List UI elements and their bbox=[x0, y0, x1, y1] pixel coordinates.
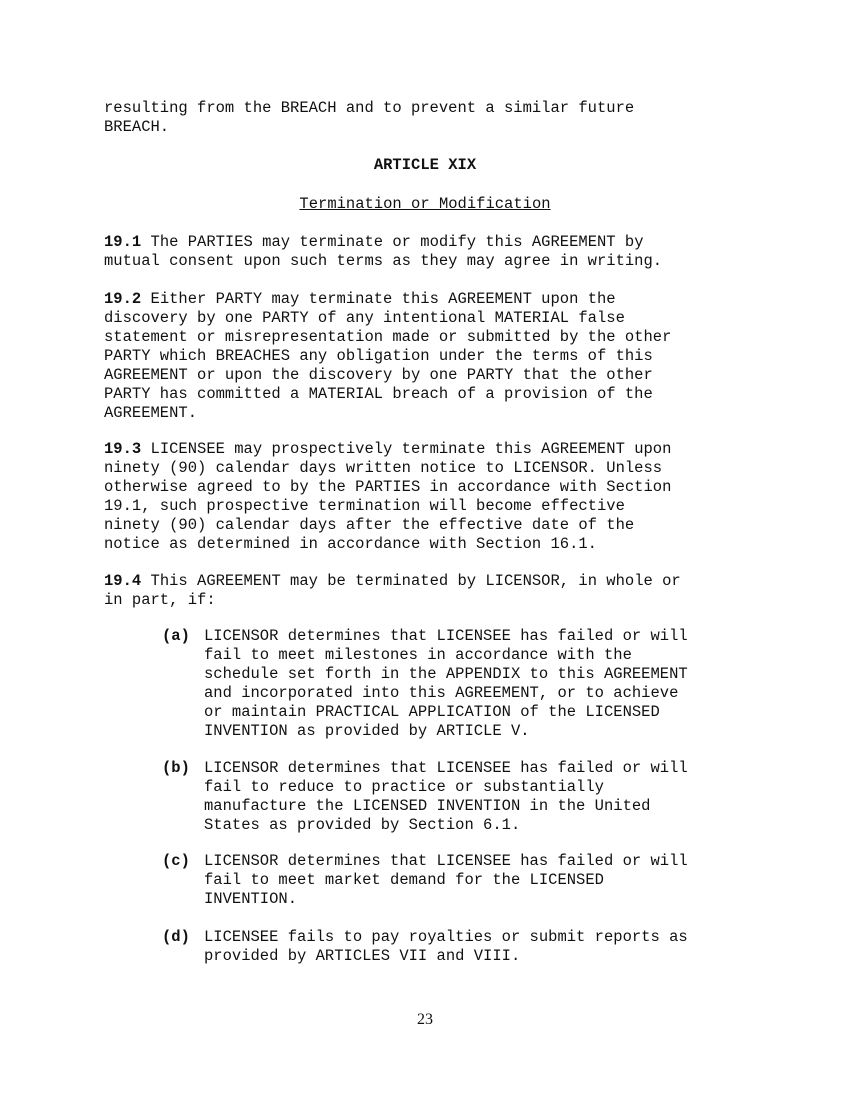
section-text: Either PARTY may terminate this AGREEMENT upon the bbox=[141, 290, 616, 308]
body-line: otherwise agreed to by the PARTIES in accordance with Section bbox=[104, 478, 672, 496]
item-line: INVENTION as provided by ARTICLE V. bbox=[204, 722, 530, 740]
body-line: statement or misrepresentation made or submitted by the other bbox=[104, 328, 672, 346]
item-line: fail to reduce to practice or substantially bbox=[204, 778, 604, 796]
body-line: ninety (90) calendar days written notice to LICENSOR. Unless bbox=[104, 459, 663, 477]
body-line: ninety (90) calendar days after the effective date of the bbox=[104, 516, 635, 534]
body-line: PARTY has committed a MATERIAL breach of a provision of the bbox=[104, 385, 653, 403]
section-number: 19.2 bbox=[104, 290, 142, 308]
body-line: AGREEMENT. bbox=[104, 404, 198, 422]
item-label-c: (c) bbox=[162, 852, 190, 870]
section-text: LICENSEE may prospectively terminate this AGREEMENT upon bbox=[141, 440, 672, 458]
section-number: 19.4 bbox=[104, 572, 142, 590]
section-text: This AGREEMENT may be terminated by LICENSOR, in whole or bbox=[141, 572, 681, 590]
body-line: 19.1, such prospective termination will become effective bbox=[104, 497, 625, 515]
item-line: provided by ARTICLES VII and VIII. bbox=[204, 947, 521, 965]
article-heading: ARTICLE XIX bbox=[373, 156, 477, 174]
body-line: AGREEMENT or upon the discovery by one PARTY that the other bbox=[104, 366, 653, 384]
item-label-a: (a) bbox=[162, 627, 190, 645]
item-line: or maintain PRACTICAL APPLICATION of the LICENSED bbox=[204, 703, 660, 721]
item-line: States as provided by Section 6.1. bbox=[204, 816, 521, 834]
body-line: PARTY which BREACHES any obligation under the terms of this bbox=[104, 347, 653, 365]
section-19-3 bbox=[104, 440, 671, 459]
section-number: 19.1 bbox=[104, 233, 142, 251]
item-line: and incorporated into this AGREEMENT, or to achieve bbox=[204, 684, 679, 702]
body-line: mutual consent upon such terms as they may agree in writing. bbox=[104, 252, 663, 270]
item-label-b: (b) bbox=[162, 759, 190, 777]
body-line: discovery by one PARTY of any intentional MATERIAL false bbox=[104, 309, 625, 327]
section-19-2 bbox=[104, 290, 616, 309]
item-label-d: (d) bbox=[162, 928, 190, 946]
section-19-1 bbox=[104, 233, 644, 252]
item-line: INVENTION. bbox=[204, 890, 298, 908]
body-line: resulting from the BREACH and to prevent a similar future bbox=[104, 99, 635, 117]
section-text: The PARTIES may terminate or modify this AGREEMENT by bbox=[141, 233, 644, 251]
section-19-4 bbox=[104, 572, 681, 591]
article-subheading: Termination or Modification bbox=[299, 195, 551, 213]
section-number: 19.3 bbox=[104, 440, 142, 458]
body-line: in part, if: bbox=[104, 591, 216, 609]
item-line: schedule set forth in the APPENDIX to this AGREEMENT bbox=[204, 665, 688, 683]
item-line: LICENSOR determines that LICENSEE has failed or will bbox=[204, 852, 688, 870]
item-line: fail to meet milestones in accordance with the bbox=[204, 646, 632, 664]
page-number: 23 bbox=[417, 1011, 433, 1028]
item-line: fail to meet market demand for the LICENSED bbox=[204, 871, 604, 889]
item-line: LICENSEE fails to pay royalties or submit reports as bbox=[204, 928, 688, 946]
body-line: BREACH. bbox=[104, 118, 170, 136]
item-line: manufacture the LICENSED INVENTION in the United bbox=[204, 797, 651, 815]
body-line: notice as determined in accordance with Section 16.1. bbox=[104, 535, 597, 553]
item-line: LICENSOR determines that LICENSEE has failed or will bbox=[204, 759, 688, 777]
item-line: LICENSOR determines that LICENSEE has failed or will bbox=[204, 627, 688, 645]
